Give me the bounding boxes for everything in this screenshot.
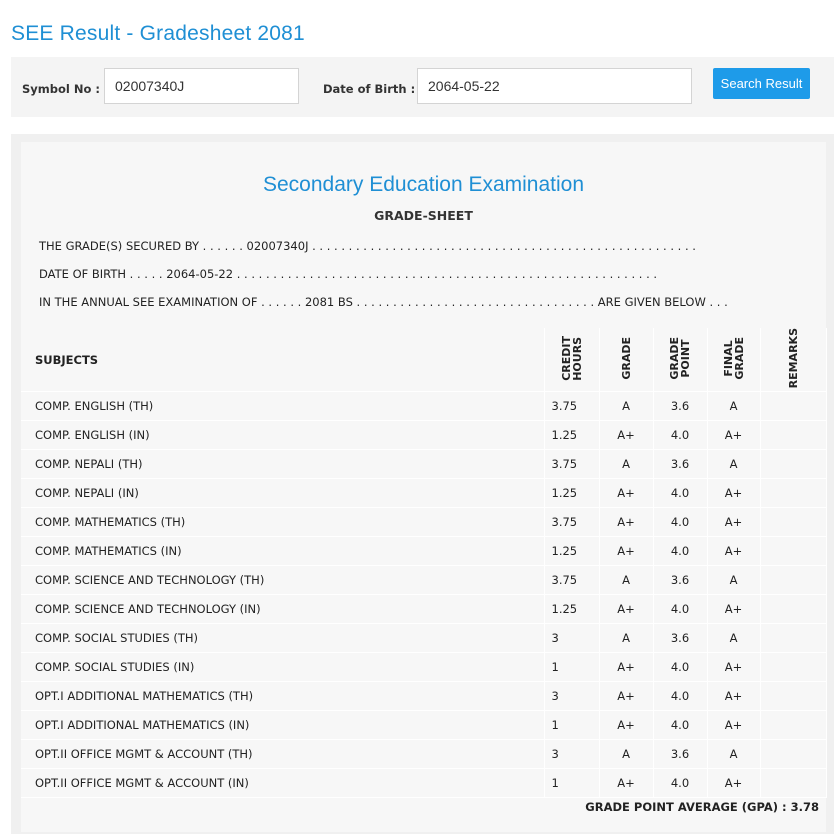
final-grade-cell: A+ — [707, 682, 760, 711]
dob-label: Date of Birth : — [323, 82, 416, 96]
table-row — [21, 624, 826, 653]
table-row — [21, 450, 826, 479]
credit-hours-cell: 1.25 — [544, 595, 599, 624]
exam-title: Secondary Education Examination — [262, 173, 585, 196]
grade-cell: A — [599, 624, 653, 653]
credit-hours-cell: 1.25 — [544, 479, 599, 508]
subject-cell: OPT.II OFFICE MGMT & ACCOUNT (TH) — [21, 740, 544, 769]
credit-hours-cell: 3 — [544, 682, 599, 711]
final-grade-cell: A+ — [707, 421, 760, 450]
grade-cell: A+ — [599, 537, 653, 566]
exam-line: IN THE ANNUAL SEE EXAMINATION OF . . . . . . 2081 BS . . . . . . . . . . . . . . . . . . . . . . . . . . . . . . . . . ARE GIVEN BELOW . . . — [39, 295, 728, 309]
search-bar — [11, 57, 834, 117]
subject-cell: COMP. NEPALI (IN) — [21, 479, 544, 508]
page-title: SEE Result - Gradesheet 2081 — [11, 22, 305, 45]
table-row — [21, 740, 826, 769]
table-header-row — [21, 328, 826, 392]
symbol-input[interactable] — [104, 68, 299, 104]
grade-point-cell: 4.0 — [653, 653, 707, 682]
subjects-header: SUBJECTS — [21, 328, 544, 392]
grade-point-cell: 4.0 — [653, 682, 707, 711]
final-grade-cell: A+ — [707, 653, 760, 682]
credit-hours-cell: 1 — [544, 711, 599, 740]
dob-line: DATE OF BIRTH . . . . . 2064-05-22 . . . . . . . . . . . . . . . . . . . . . . . . . . . . . . . . . . . . . . . . . . . . . . . . . . . . . . . . . . — [39, 267, 658, 281]
final-grade-cell: A — [707, 624, 760, 653]
subject-cell: COMP. ENGLISH (IN) — [21, 421, 544, 450]
gpa-summary: GRADE POINT AVERAGE (GPA) : 3.78 — [585, 800, 819, 814]
subject-cell: OPT.I ADDITIONAL MATHEMATICS (TH) — [21, 682, 544, 711]
credit-hours-cell: 1 — [544, 769, 599, 798]
remarks-cell — [760, 421, 826, 450]
subject-cell: COMP. SOCIAL STUDIES (IN) — [21, 653, 544, 682]
remarks-cell — [760, 508, 826, 537]
subject-cell: COMP. NEPALI (TH) — [21, 450, 544, 479]
credit-hours-cell: 3.75 — [544, 450, 599, 479]
secured-by-line: THE GRADE(S) SECURED BY . . . . . . 02007340J . . . . . . . . . . . . . . . . . . . . . . . . . . . . . . . . . . . . . . . . . . . . . . . . . . . . . — [39, 239, 696, 253]
grade-cell: A+ — [599, 711, 653, 740]
table-row — [21, 595, 826, 624]
subject-cell: COMP. SCIENCE AND TECHNOLOGY (IN) — [21, 595, 544, 624]
table-row — [21, 537, 826, 566]
final-grade-cell: A+ — [707, 769, 760, 798]
final-grade-cell: A+ — [707, 595, 760, 624]
grade-cell: A+ — [599, 682, 653, 711]
credit-hours-cell: 3.75 — [544, 508, 599, 537]
subject-cell: COMP. MATHEMATICS (TH) — [21, 508, 544, 537]
dob-input[interactable] — [417, 68, 692, 104]
grade-header: GRADE — [619, 336, 633, 380]
credit-hours-cell: 3.75 — [544, 392, 599, 421]
credit-hours-cell: 1 — [544, 653, 599, 682]
table-row — [21, 508, 826, 537]
grade-point-cell: 4.0 — [653, 537, 707, 566]
remarks-cell — [760, 450, 826, 479]
grade-point-cell: 4.0 — [653, 479, 707, 508]
remarks-cell — [760, 566, 826, 595]
credit-hours-cell: 3.75 — [544, 566, 599, 595]
table-row — [21, 479, 826, 508]
remarks-cell — [760, 711, 826, 740]
grade-point-cell: 3.6 — [653, 566, 707, 595]
grade-point-cell: 3.6 — [653, 392, 707, 421]
remarks-cell — [760, 537, 826, 566]
grade-cell: A+ — [599, 508, 653, 537]
grade-point-cell: 4.0 — [653, 711, 707, 740]
credit-hours-cell: 3 — [544, 740, 599, 769]
table-row — [21, 769, 826, 798]
remarks-cell — [760, 392, 826, 421]
remarks-cell — [760, 653, 826, 682]
credit-hours-cell: 1.25 — [544, 537, 599, 566]
table-row — [21, 566, 826, 595]
final-grade-cell: A+ — [707, 508, 760, 537]
grade-cell: A — [599, 566, 653, 595]
grade-point-cell: 4.0 — [653, 508, 707, 537]
search-result-button[interactable]: Search Result — [713, 68, 810, 99]
grade-point-cell: 4.0 — [653, 769, 707, 798]
grade-point-cell: 3.6 — [653, 450, 707, 479]
grade-cell: A+ — [599, 595, 653, 624]
subject-cell: COMP. SOCIAL STUDIES (TH) — [21, 624, 544, 653]
symbol-label: Symbol No : — [22, 82, 100, 96]
final-grade-cell: A — [707, 740, 760, 769]
table-row — [21, 653, 826, 682]
grades-table — [21, 328, 827, 798]
credit-hours-cell: 3 — [544, 624, 599, 653]
grade-cell: A+ — [599, 421, 653, 450]
remarks-cell — [760, 595, 826, 624]
subject-cell: COMP. MATHEMATICS (IN) — [21, 537, 544, 566]
subject-cell: OPT.I ADDITIONAL MATHEMATICS (IN) — [21, 711, 544, 740]
remarks-cell — [760, 479, 826, 508]
grade-cell: A — [599, 740, 653, 769]
grade-point-cell: 4.0 — [653, 595, 707, 624]
grade-cell: A+ — [599, 653, 653, 682]
grade-point-cell: 4.0 — [653, 421, 707, 450]
final-grade-cell: A+ — [707, 711, 760, 740]
table-row — [21, 392, 826, 421]
credit-hours-cell: 1.25 — [544, 421, 599, 450]
final-grade-cell: A+ — [707, 479, 760, 508]
final-grade-cell: A — [707, 450, 760, 479]
grade-point-header: GRADE POINT — [668, 336, 692, 380]
grade-point-cell: 3.6 — [653, 624, 707, 653]
table-row — [21, 682, 826, 711]
credit-hours-header: CREDIT HOURS — [559, 335, 584, 381]
remarks-cell — [760, 624, 826, 653]
subject-cell: COMP. SCIENCE AND TECHNOLOGY (TH) — [21, 566, 544, 595]
remarks-header: REMARKS — [786, 328, 800, 389]
final-grade-cell: A — [707, 566, 760, 595]
final-grade-cell: A+ — [707, 537, 760, 566]
grade-point-cell: 3.6 — [653, 740, 707, 769]
table-row — [21, 711, 826, 740]
grade-cell: A+ — [599, 769, 653, 798]
table-row — [21, 421, 826, 450]
grade-cell: A — [599, 392, 653, 421]
subject-cell: COMP. ENGLISH (TH) — [21, 392, 544, 421]
grade-cell: A+ — [599, 479, 653, 508]
subject-cell: OPT.II OFFICE MGMT & ACCOUNT (IN) — [21, 769, 544, 798]
grade-cell: A — [599, 450, 653, 479]
final-grade-cell: A — [707, 392, 760, 421]
remarks-cell — [760, 769, 826, 798]
final-grade-header: FINAL GRADE — [721, 336, 746, 380]
remarks-cell — [760, 740, 826, 769]
remarks-cell — [760, 682, 826, 711]
grade-sheet — [21, 142, 826, 832]
grade-sheet-title: GRADE-SHEET — [374, 208, 473, 223]
